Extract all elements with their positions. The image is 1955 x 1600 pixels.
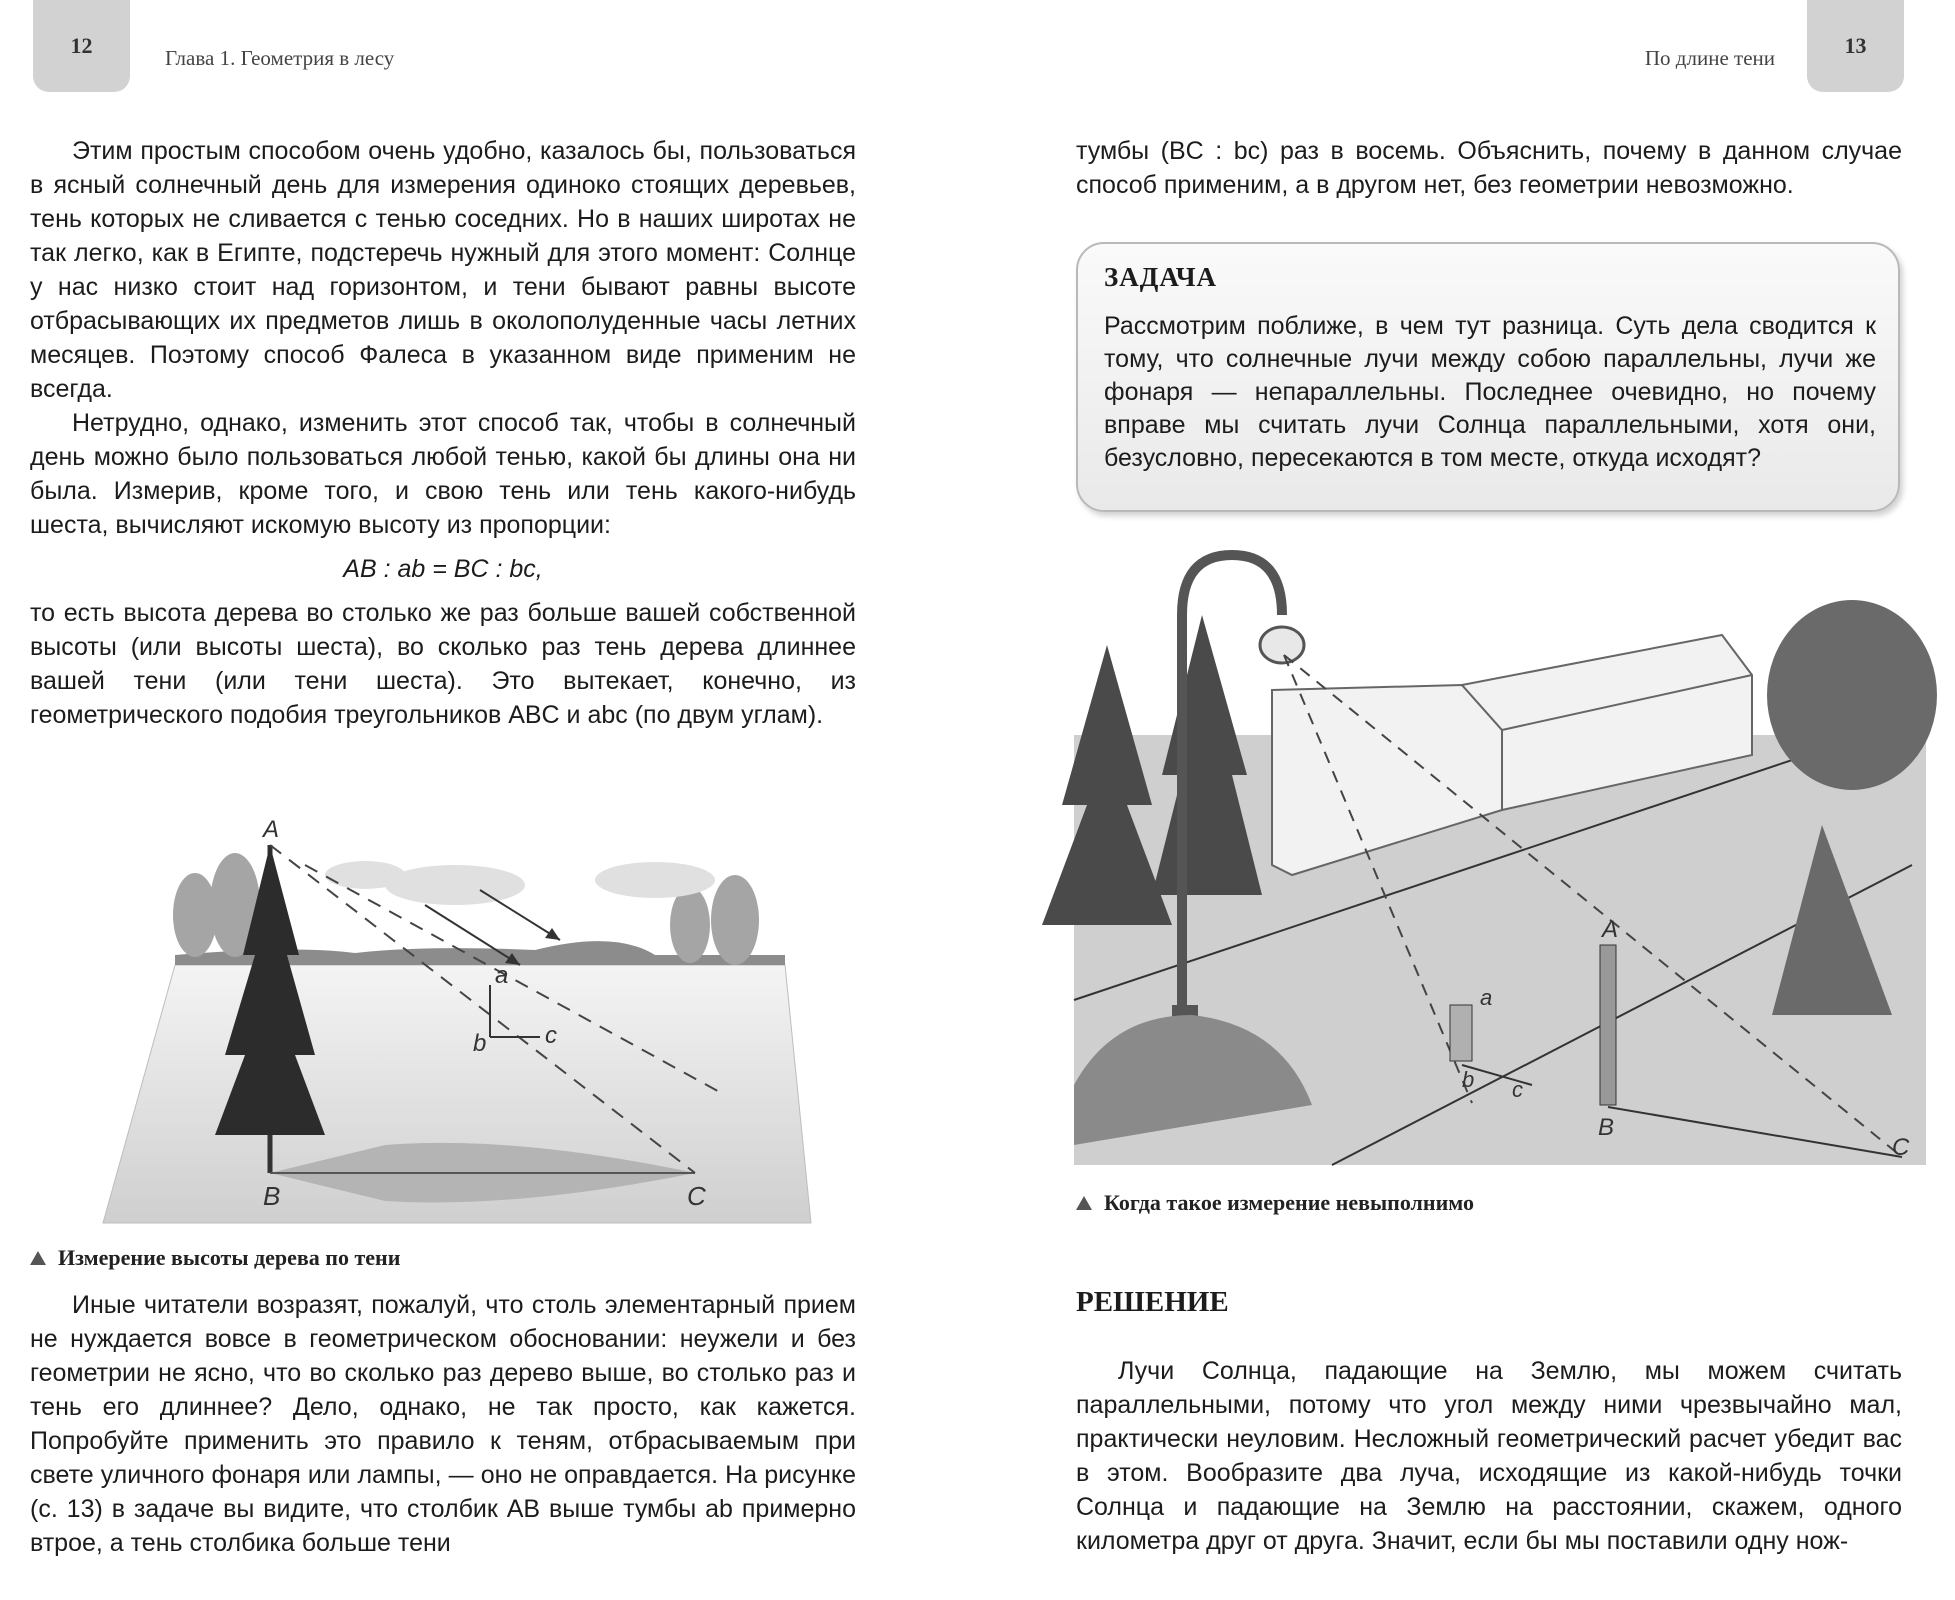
label-B: B [1598, 1114, 1615, 1141]
pole-AB [1600, 945, 1616, 1105]
clouds [325, 861, 715, 905]
left-page-text-top [30, 134, 856, 732]
right-page-text-top [1076, 134, 1902, 202]
label-A: A [1602, 916, 1619, 943]
task-box [1076, 242, 1900, 512]
right-page-text-bottom [1076, 1354, 1902, 1558]
label-C: C [1892, 1134, 1910, 1161]
solution-text: Лучи Солнца, падающие на Землю, мы можем считать параллельными, потому что угол между ними чрезвычайно мал, практически неуловим. Несложный геометрический расчет убедит вас в этом. Вообразите два луча, исходящие из какой-нибудь точки Солнца и падающие на Землю на расстоянии, скажем, одного километра друг от друга. Значит, если бы мы поставили одну нож- [1076, 1357, 1902, 1555]
triangle-marker-icon [1076, 1196, 1092, 1210]
triangle-marker-icon [30, 1251, 46, 1265]
figure2-caption [1076, 1190, 1474, 1216]
left-page-text-bottom [30, 1288, 856, 1560]
label-a: a [1480, 985, 1493, 1010]
paragraph-continued: тумбы (BC : bc) раз в восемь. Объяснить, почему в данном случае способ применим, а в другом нет, без геометрии невозможно. [1076, 137, 1902, 199]
label-C: C [687, 1181, 706, 1211]
paragraph-2: Нетрудно, однако, изменить этот способ так, чтобы в солнечный день можно было пользоваться любой тенью, какой бы длины она ни была. Измерив, кроме того, и свою тень или тень какого-нибудь шеста, вычисляют искомую высоту из пропорции: [30, 409, 856, 539]
task-title: ЗАДАЧА [1104, 262, 1218, 292]
figure2-caption-text: Когда такое измерение невыполнимо [1104, 1190, 1474, 1215]
label-a: a [495, 962, 509, 989]
paragraph-1: Этим простым способом очень удобно, казалось бы, пользоваться в ясный солнечный день для измерения одиноко стоящих деревьев, тень которых не сливается с тенью соседних. Но в наших широтах не так легко, как в Египте, подстеречь нужный для этого момент: Солнце у нас низко стоит над горизонтом, и тени бывают равны высоте отбрасывающих их предметов лишь в околополуденные часы летних месяцев. Поэтому способ Фалеса в указанном виде применим не всегда. [30, 137, 856, 403]
right-running-title: По длине тени [1644, 46, 1775, 70]
label-b: b [473, 1030, 487, 1057]
sun-arrow-2 [480, 890, 560, 940]
lamp-icon [1260, 627, 1304, 663]
figure1-caption [30, 1245, 400, 1271]
left-running-title: Глава 1. Геометрия в лесу [165, 46, 395, 70]
paragraph-4: Иные читатели возразят, пожалуй, что столь элементарный прием не нуждается вовсе в геометрическом обосновании: неужели и без геометрии не ясно, что во сколько раз дерево выше, во столько раз и тень его длиннее? Дело, однако, не так просто, как кажется. Попробуйте применить это правило к теням, отбрасываемым при свете уличного фонаря или лампы, — оно не оправдается. На рисунке (с. 13) в задаче вы видите, что столбик AB выше тумбы ab примерно втрое, а тень столбика больше тени [30, 1291, 856, 1557]
label-A: A [263, 816, 280, 843]
label-c: c [545, 1022, 557, 1049]
paragraph-3: то есть высота дерева во столько же раз больше вашей собственной высоты (или высоты шеста), во сколько раз тень дерева длиннее вашей тени (или тени шеста). Это вытекает, конечно, из геометрического подобия треугольников ABC и abc (по двум углам). [30, 599, 856, 729]
tree-shadow-figure [95, 805, 815, 1225]
lamp-shadow-figure [1032, 545, 1942, 1175]
cabinet-ab [1450, 1005, 1472, 1061]
task-text: Рассмотрим поближе, в чем тут разница. Суть дела сводится к тому, что солнечные лучи между собою параллельны, лучи же фонаря — непараллельны. Последнее очевидно, но почему вправе мы считать лучи Солнца параллельными, хотя они, безусловно, пересекаются в том месте, откуда исходят? [1104, 312, 1876, 472]
label-c: c [1512, 1077, 1523, 1102]
label-B: B [263, 1181, 281, 1211]
right-page-number: 13 [1807, 0, 1904, 92]
label-b: b [1462, 1067, 1475, 1092]
figure1-caption-text: Измерение высоты дерева по тени [58, 1245, 401, 1270]
proportion-formula: AB : ab = BC : bc, [343, 555, 543, 583]
solution-title: РЕШЕНИЕ [1076, 1286, 1229, 1318]
left-page-number: 12 [33, 0, 130, 92]
